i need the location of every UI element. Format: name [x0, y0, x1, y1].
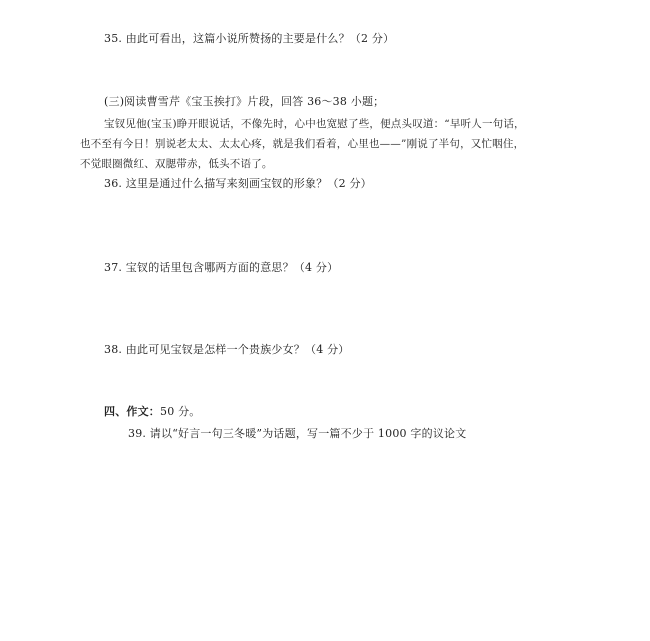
reading-intro: (三)阅读曹雪芹《宝玉挨打》片段，回答 36～38 小题； — [104, 95, 385, 108]
passage-line-3: 不觉眼圈微红、双腮带赤，低头不语了。 — [80, 158, 273, 170]
section-4-score: 50 分。 — [160, 405, 201, 418]
question-39: 39. 请以“好言一句三冬暖”为话题，写一篇不少于 1000 字的议论文 — [128, 427, 467, 440]
passage-line-2: 也不至有今日！别说老太太、太太心疼，就是我们看着，心里也——”刚说了半句，又忙咽住， — [80, 138, 525, 150]
question-38: 38. 由此可见宝钗是怎样一个贵族少女？（4 分） — [104, 343, 350, 356]
passage-line-1: 宝钗见他(宝玉)睁开眼说话，不像先时，心中也宽慰了些，便点头叹道：“早听人一句话， — [104, 118, 525, 130]
section-4-heading — [104, 405, 201, 419]
question-37: 37. 宝钗的话里包含哪两方面的意思？（4 分） — [104, 261, 339, 274]
section-4-title: 四、作文： — [104, 405, 160, 418]
question-36: 36. 这里是通过什么描写来刻画宝钗的形象？（2 分） — [104, 177, 372, 190]
question-35: 35. 由此可看出，这篇小说所赞扬的主要是什么？（2 分） — [104, 32, 395, 45]
